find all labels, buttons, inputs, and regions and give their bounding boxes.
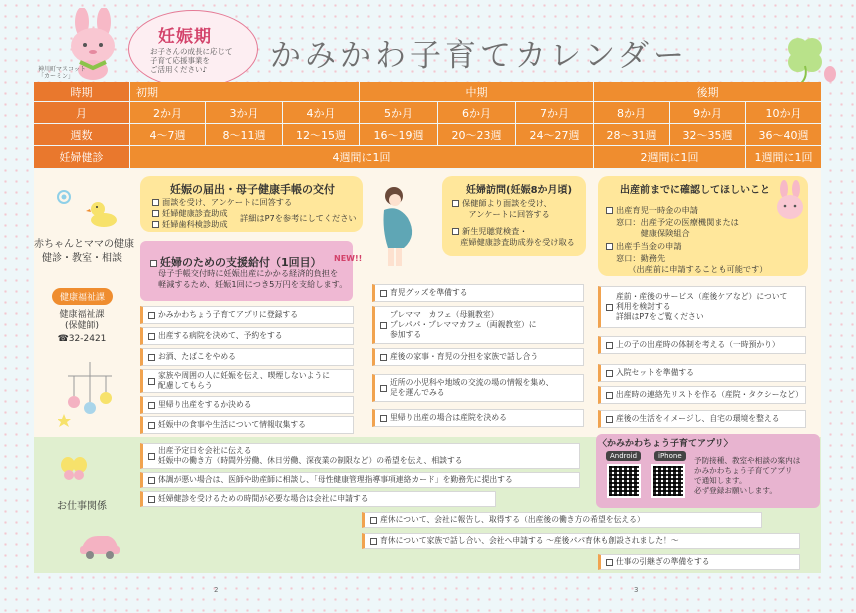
work-task-item[interactable]: 出産予定日を会社に伝える 妊娠中の働き方（時間外労働、休日労働、深夜業の制限など）の希望を伝え、相談する [140, 443, 580, 469]
android-qr-code[interactable] [607, 464, 641, 498]
handbook-note: 詳細はP7を参考にしてください [240, 213, 357, 223]
task-item[interactable]: 妊娠中の食事や生活について情報収集する [140, 416, 354, 434]
task-item[interactable]: 産後の家事・育児の分担を家族で話し合う [372, 348, 584, 366]
pre-birth-detail: 窓口：出産予定の医療機関または 健康保険組合 [616, 217, 739, 238]
task-item[interactable]: 里帰り出産をするか決める [140, 396, 354, 414]
checkbox[interactable] [452, 200, 459, 207]
task-item[interactable]: 上の子の出産時の体制を考える（一時預かり） [598, 336, 806, 354]
month-cell: 2か月 [130, 102, 205, 123]
month-cell: 10か月 [746, 102, 821, 123]
task-item[interactable]: 入院セットを準備する [598, 364, 806, 382]
pre-birth-check-title: 出産前までに確認してほしいこと [620, 185, 770, 196]
checkup-interval-late: 1週間に1回 [746, 146, 821, 168]
work-task-item[interactable]: 妊婦健診を受けるための時間が必要な場合は会社に申請する [140, 491, 496, 507]
handbook-item: 妊婦健康診査助成 [152, 208, 228, 219]
month-cell: 3か月 [206, 102, 282, 123]
month-cell: 8か月 [594, 102, 669, 123]
weeks-cell: 28～31週 [594, 124, 669, 145]
bubble-note: お子さんの成長に応じて 子育て応援事業を ご活用ください♪ [150, 47, 233, 74]
handbook-item: 妊婦歯科検診助成 [152, 219, 228, 230]
pre-birth-item: 出産育児一時金の申請 [606, 205, 698, 216]
butterfly-icon [60, 455, 88, 481]
checkbox[interactable] [152, 199, 159, 206]
dept-detail: 健康福祉課 (保健師) [59, 310, 105, 331]
work-task-item[interactable]: 育休について家族で話し合い、会社へ申請する ～産後パパ育休も創設されました！～ [362, 533, 800, 549]
pre-birth-detail: 窓口：勤務先 （出産前に申請することも可能です） [616, 253, 768, 274]
rabbit-icon [772, 180, 808, 224]
app-description: 予防接種、教室や相談の案内は かみかわちょう子育てアプリ で通知します。 必ず登録お願いします。 [694, 456, 801, 495]
row-label-month: 月 [34, 102, 129, 123]
task-item[interactable]: 産後の生活をイメージし、自宅の環境を整える [598, 410, 806, 428]
page-number-right: 3 [634, 586, 639, 594]
mobile-stars-icon [58, 362, 122, 430]
checkup-interval-early: 4週間に1回 [130, 146, 593, 168]
task-item[interactable]: 里帰り出産の場合は産院を決める [372, 409, 584, 427]
task-item[interactable]: 出産する病院を決めて、予約をする [140, 327, 354, 345]
period-late: 後期 [594, 82, 821, 101]
weeks-cell: 8～11週 [206, 124, 282, 145]
phone-number[interactable]: ☎32-2421 [57, 334, 107, 344]
row-label-period: 時期 [34, 82, 129, 101]
month-cell: 9か月 [670, 102, 745, 123]
work-task-item[interactable]: 体調が悪い場合は、医師や助産師に相談し、「母性健康管理指導事項連絡カード」を勤務先に提出する [140, 472, 580, 488]
android-badge: Android [606, 451, 641, 461]
month-cell: 7か月 [516, 102, 593, 123]
weeks-cell: 24～27週 [516, 124, 593, 145]
weeks-cell: 20～23週 [438, 124, 515, 145]
period-early: 初期 [130, 82, 359, 101]
checkbox[interactable] [152, 221, 159, 228]
checkup-interval-mid: 2週間に1回 [594, 146, 745, 168]
checkbox[interactable] [152, 210, 159, 217]
handbook-item: 面談を受け、アンケートに回答する [152, 197, 292, 208]
car-icon [78, 530, 122, 560]
period-title: 妊娠期 [158, 27, 212, 47]
task-item[interactable]: 育児グッズを準備する [372, 284, 584, 302]
task-item[interactable]: プレママ カフェ（母親教室） プレパパ・プレママカフェ（両親教室）に 参加する [372, 306, 584, 344]
clover-icon [770, 26, 840, 86]
new-badge: NEW!! [334, 254, 363, 263]
task-item[interactable]: 産前・産後のサービス（産後ケアなど）について 利用を検討する 詳細はP7をご覧ください [598, 286, 806, 328]
row-label-weeks: 週数 [34, 124, 129, 145]
task-item[interactable]: 家族や周囲の人に妊娠を伝え、喫煙しないように 配慮してもらう [140, 369, 354, 393]
task-item[interactable]: 近所の小児科や地域の交流の場の情報を集め、 足を運んでみる [372, 374, 584, 402]
work-section-label: お仕事関係 [57, 501, 107, 512]
weeks-cell: 16～19週 [360, 124, 437, 145]
task-item[interactable]: 出産時の連絡先リストを作る（産院・タクシーなど） [598, 386, 806, 404]
task-item[interactable]: お酒、たばこをやめる [140, 348, 354, 366]
month-cell: 4か月 [283, 102, 359, 123]
page-number-left: 2 [214, 586, 219, 594]
checkbox[interactable] [150, 260, 157, 267]
checkbox[interactable] [606, 207, 613, 214]
schedule-table [34, 82, 821, 169]
dept-badge: 健康福祉課 [52, 288, 113, 305]
period-mid: 中期 [360, 82, 593, 101]
page-title: かみかわ子育てカレンダー [270, 38, 688, 74]
weeks-cell: 36～40週 [746, 124, 821, 145]
app-title: 〈かみかわちょう子育てアプリ〉 [598, 439, 733, 449]
checkbox[interactable] [606, 243, 613, 250]
health-section-label: 赤ちゃんとママの健康 健診・教室・相談 [34, 239, 134, 264]
mascot-caption: 神川町マスコット 「カーミン」 [38, 66, 86, 80]
month-cell: 6か月 [438, 102, 515, 123]
iphone-qr-code[interactable] [651, 464, 685, 498]
weeks-cell: 4～7週 [130, 124, 205, 145]
weeks-cell: 12～15週 [283, 124, 359, 145]
checkbox[interactable] [452, 228, 459, 235]
support-benefit-title: 妊婦のための支援給付（1回目） [150, 254, 322, 270]
row-label-checkup: 妊婦健診 [34, 146, 129, 168]
home-visit-title: 妊婦訪問(妊娠8か月頃) [466, 185, 573, 196]
pregnant-woman-illustration [378, 184, 418, 270]
handbook-box-title: 妊娠の届出・母子健康手帳の交付 [170, 183, 335, 196]
home-visit-item: 新生児聴覚検査・ 産婦健康診査助成券を受け取る [452, 226, 575, 248]
duck-icon [86, 198, 120, 228]
home-visit-item: 保健師より面談を受け、 アンケートに回答する [452, 198, 552, 220]
month-cell: 5か月 [360, 102, 437, 123]
pacifier-icon [52, 186, 76, 208]
task-item[interactable]: かみかわちょう子育てアプリに登録する [140, 306, 354, 324]
work-task-item[interactable]: 仕事の引継ぎの準備をする [598, 554, 800, 570]
iphone-badge: iPhone [654, 451, 686, 461]
work-task-item[interactable]: 産休について、会社に報告し、取得する（出産後の働き方の希望を伝える） [362, 512, 762, 528]
pre-birth-item: 出産手当金の申請 [606, 241, 682, 252]
weeks-cell: 32～35週 [670, 124, 745, 145]
support-benefit-desc: 母子手帳交付時に妊娠出産にかかる経済的負担を 軽減するため、妊娠1回につき5万円を支給します。 [158, 268, 348, 289]
